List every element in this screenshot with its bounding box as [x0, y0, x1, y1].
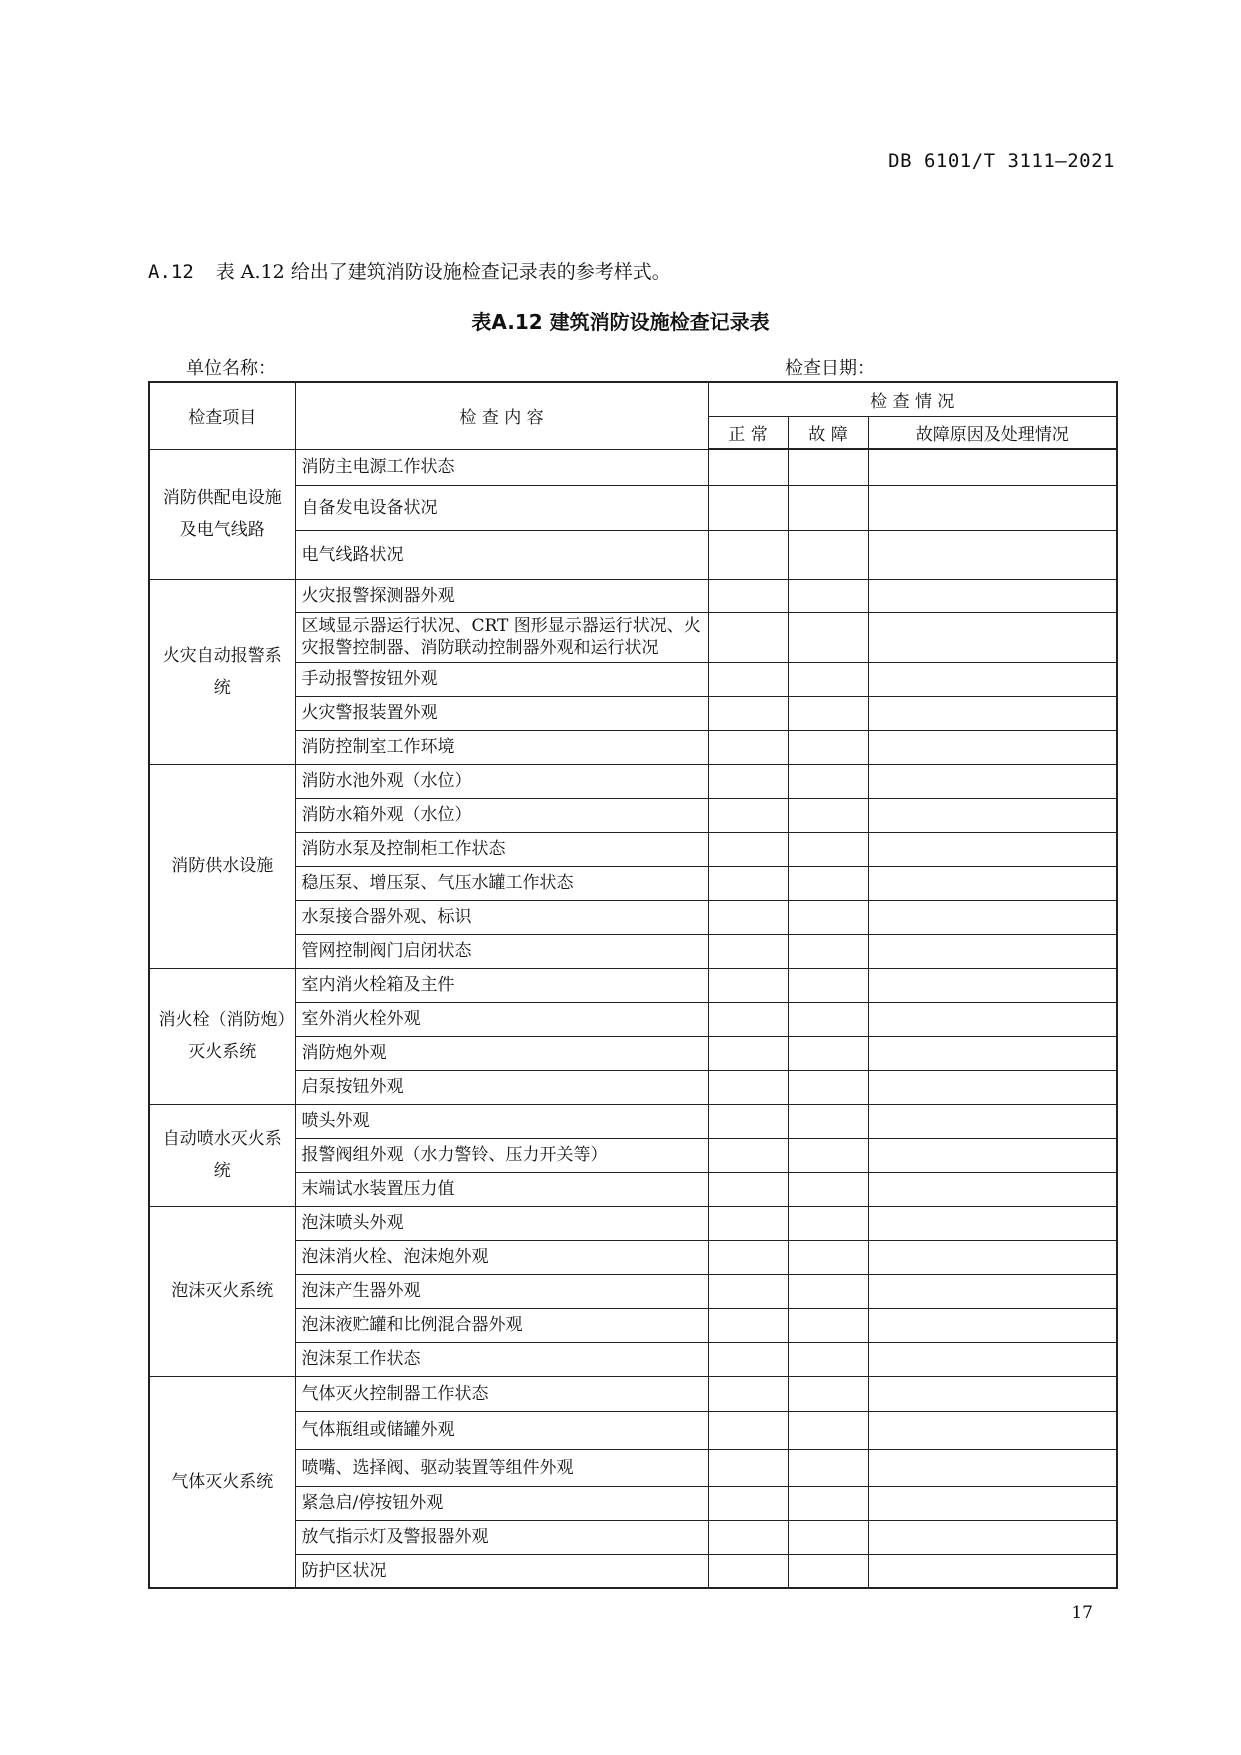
- reason-cell[interactable]: [868, 1206, 1117, 1240]
- reason-cell[interactable]: [868, 832, 1117, 866]
- inspection-content-cell: 消防炮外观: [295, 1036, 708, 1070]
- normal-check-cell[interactable]: [708, 1554, 788, 1588]
- category-cell: 气体灭火系统: [149, 1376, 295, 1588]
- normal-check-cell[interactable]: [708, 1342, 788, 1376]
- category-cell: 泡沫灭火系统: [149, 1206, 295, 1376]
- inspection-content-cell: 消防控制室工作环境: [295, 730, 708, 764]
- inspection-content-cell: 电气线路状况: [295, 530, 708, 579]
- fault-check-cell[interactable]: [788, 612, 868, 662]
- reason-cell[interactable]: [868, 1274, 1117, 1308]
- normal-check-cell[interactable]: [708, 1520, 788, 1554]
- fault-check-cell[interactable]: [788, 1376, 868, 1411]
- inspection-content-cell: 消防水箱外观（水位）: [295, 798, 708, 832]
- reason-cell[interactable]: [868, 1376, 1117, 1411]
- table-row: [149, 1486, 1117, 1520]
- inspection-content-cell: 火灾报警探测器外观: [295, 579, 708, 612]
- category-cell: 火灾自动报警系统: [149, 579, 295, 764]
- reason-cell[interactable]: [868, 1520, 1117, 1554]
- table-title: 表A.12 建筑消防设施检查记录表: [471, 310, 770, 334]
- reason-cell[interactable]: [868, 1449, 1117, 1486]
- normal-check-cell[interactable]: [708, 485, 788, 530]
- intro-text: 表 A.12 给出了建筑消防设施检查记录表的参考样式。: [215, 261, 671, 283]
- normal-check-cell[interactable]: [708, 1036, 788, 1070]
- normal-check-cell[interactable]: [708, 832, 788, 866]
- table-row: [149, 798, 1117, 832]
- fault-check-cell[interactable]: [788, 900, 868, 934]
- fault-check-cell[interactable]: [788, 662, 868, 696]
- fault-check-cell[interactable]: [788, 696, 868, 730]
- table-row: [149, 612, 1117, 662]
- fault-check-cell[interactable]: [788, 1308, 868, 1342]
- fault-check-cell[interactable]: [788, 1449, 868, 1486]
- normal-check-cell[interactable]: [708, 968, 788, 1002]
- table-row: [149, 1138, 1117, 1172]
- reason-cell[interactable]: [868, 866, 1117, 900]
- normal-check-cell[interactable]: [708, 1274, 788, 1308]
- normal-check-cell[interactable]: [708, 1172, 788, 1206]
- normal-check-cell[interactable]: [708, 1449, 788, 1486]
- inspection-content-cell: 室内消火栓箱及主件: [295, 968, 708, 1002]
- inspection-content-cell: 泡沫产生器外观: [295, 1274, 708, 1308]
- table-row: [149, 1411, 1117, 1449]
- inspection-content-cell: 管网控制阀门启闭状态: [295, 934, 708, 968]
- normal-check-cell[interactable]: [708, 900, 788, 934]
- reason-cell[interactable]: [868, 1554, 1117, 1588]
- table-row: [149, 1172, 1117, 1206]
- inspection-content-cell: 水泵接合器外观、标识: [295, 900, 708, 934]
- inspection-content-cell: 启泵按钮外观: [295, 1070, 708, 1104]
- header-reason: 故障原因及处理情况: [868, 416, 1117, 449]
- fault-check-cell[interactable]: [788, 1070, 868, 1104]
- reason-cell[interactable]: [868, 1411, 1117, 1449]
- fault-check-cell[interactable]: [788, 1002, 868, 1036]
- reason-cell[interactable]: [868, 764, 1117, 798]
- normal-check-cell[interactable]: [708, 1240, 788, 1274]
- fault-check-cell[interactable]: [788, 764, 868, 798]
- table-body: [149, 449, 1117, 1588]
- table-row: [149, 579, 1117, 612]
- reason-cell[interactable]: [868, 730, 1117, 764]
- normal-check-cell[interactable]: [708, 1104, 788, 1138]
- table-row: [149, 1520, 1117, 1554]
- fault-check-cell[interactable]: [788, 934, 868, 968]
- inspection-content-cell: 紧急启/停按钮外观: [295, 1486, 708, 1520]
- table-row: [149, 1554, 1117, 1588]
- fault-check-cell[interactable]: [788, 1486, 868, 1520]
- normal-check-cell[interactable]: [708, 1002, 788, 1036]
- reason-cell[interactable]: [868, 696, 1117, 730]
- table-row: [149, 1240, 1117, 1274]
- reason-cell[interactable]: [868, 1342, 1117, 1376]
- normal-check-cell[interactable]: [708, 1411, 788, 1449]
- table-row: [149, 1376, 1117, 1411]
- table-row: [149, 1104, 1117, 1138]
- fault-check-cell[interactable]: [788, 449, 868, 485]
- clause-number: A.12: [148, 261, 194, 283]
- intro-paragraph: [148, 257, 671, 284]
- reason-cell[interactable]: [868, 662, 1117, 696]
- page-number: 17: [1071, 1603, 1093, 1623]
- header-fault: 故 障: [788, 416, 868, 449]
- normal-check-cell[interactable]: [708, 1206, 788, 1240]
- fault-check-cell[interactable]: [788, 485, 868, 530]
- reason-cell[interactable]: [868, 1240, 1117, 1274]
- fault-check-cell[interactable]: [788, 866, 868, 900]
- fault-check-cell[interactable]: [788, 1206, 868, 1240]
- reason-cell[interactable]: [868, 579, 1117, 612]
- fault-check-cell[interactable]: [788, 1411, 868, 1449]
- reason-cell[interactable]: [868, 530, 1117, 579]
- table-row: [149, 696, 1117, 730]
- fault-check-cell[interactable]: [788, 579, 868, 612]
- normal-check-cell[interactable]: [708, 696, 788, 730]
- reason-cell[interactable]: [868, 934, 1117, 968]
- reason-cell[interactable]: [868, 1002, 1117, 1036]
- inspection-content-cell: 放气指示灯及警报器外观: [295, 1520, 708, 1554]
- table-row: [149, 1342, 1117, 1376]
- normal-check-cell[interactable]: [708, 449, 788, 485]
- document-code: DB 6101/T 3111—2021: [888, 150, 1115, 172]
- reason-cell[interactable]: [868, 1138, 1117, 1172]
- normal-check-cell[interactable]: [708, 1308, 788, 1342]
- table-row: [149, 934, 1117, 968]
- inspection-content-cell: 手动报警按钮外观: [295, 662, 708, 696]
- table-row: [149, 866, 1117, 900]
- inspection-content-cell: 自备发电设备状况: [295, 485, 708, 530]
- normal-check-cell[interactable]: [708, 1138, 788, 1172]
- inspection-date-label: 检查日期：: [785, 358, 875, 379]
- table-row: [149, 1274, 1117, 1308]
- normal-check-cell[interactable]: [708, 764, 788, 798]
- inspection-content-cell: 稳压泵、增压泵、气压水罐工作状态: [295, 866, 708, 900]
- reason-cell[interactable]: [868, 1070, 1117, 1104]
- reason-cell[interactable]: [868, 1104, 1117, 1138]
- reason-cell[interactable]: [868, 1172, 1117, 1206]
- inspection-content-cell: 喷嘴、选择阀、驱动装置等组件外观: [295, 1449, 708, 1486]
- normal-check-cell[interactable]: [708, 934, 788, 968]
- reason-cell[interactable]: [868, 968, 1117, 1002]
- reason-cell[interactable]: [868, 1486, 1117, 1520]
- table-row: [149, 1308, 1117, 1342]
- category-cell: 消防供配电设施及电气线路: [149, 449, 295, 579]
- normal-check-cell[interactable]: [708, 1486, 788, 1520]
- inspection-content-cell: 消防水泵及控制柜工作状态: [295, 832, 708, 866]
- reason-cell[interactable]: [868, 612, 1117, 662]
- table-row: [149, 449, 1117, 485]
- inspection-content-cell: 火灾警报装置外观: [295, 696, 708, 730]
- fault-check-cell[interactable]: [788, 1036, 868, 1070]
- fault-check-cell[interactable]: [788, 1274, 868, 1308]
- fault-check-cell[interactable]: [788, 968, 868, 1002]
- fault-check-cell[interactable]: [788, 1240, 868, 1274]
- reason-cell[interactable]: [868, 449, 1117, 485]
- fault-check-cell[interactable]: [788, 1342, 868, 1376]
- table-row: [149, 1036, 1117, 1070]
- fault-check-cell[interactable]: [788, 530, 868, 579]
- inspection-content-cell: 消防主电源工作状态: [295, 449, 708, 485]
- inspection-content-cell: 室外消火栓外观: [295, 1002, 708, 1036]
- table-row: [149, 900, 1117, 934]
- header-content: 检 查 内 容: [295, 382, 708, 449]
- inspection-content-cell: 泡沫液贮罐和比例混合器外观: [295, 1308, 708, 1342]
- inspection-record-table: [148, 381, 1118, 1589]
- normal-check-cell[interactable]: [708, 730, 788, 764]
- reason-cell[interactable]: [868, 1308, 1117, 1342]
- table-row: [149, 832, 1117, 866]
- normal-check-cell[interactable]: [708, 1070, 788, 1104]
- inspection-content-cell: 区域显示器运行状况、CRT 图形显示器运行状况、火灾报警控制器、消防联动控制器外观和运行状况: [295, 612, 708, 662]
- fault-check-cell[interactable]: [788, 1138, 868, 1172]
- inspection-content-cell: 报警阀组外观（水力警铃、压力开关等）: [295, 1138, 708, 1172]
- table-row: [149, 485, 1117, 530]
- table-row: [149, 1070, 1117, 1104]
- inspection-content-cell: 气体灭火控制器工作状态: [295, 1376, 708, 1411]
- header-item: 检查项目: [149, 382, 295, 449]
- fault-check-cell[interactable]: [788, 1554, 868, 1588]
- normal-check-cell[interactable]: [708, 579, 788, 612]
- table-row: [149, 662, 1117, 696]
- table-row: [149, 1449, 1117, 1486]
- normal-check-cell[interactable]: [708, 612, 788, 662]
- normal-check-cell[interactable]: [708, 530, 788, 579]
- table-row: [149, 764, 1117, 798]
- table-row: [149, 530, 1117, 579]
- category-cell: 消防供水设施: [149, 764, 295, 968]
- inspection-content-cell: 末端试水装置压力值: [295, 1172, 708, 1206]
- inspection-content-cell: 泡沫喷头外观: [295, 1206, 708, 1240]
- normal-check-cell[interactable]: [708, 1376, 788, 1411]
- inspection-content-cell: 消防水池外观（水位）: [295, 764, 708, 798]
- category-cell: 自动喷水灭火系统: [149, 1104, 295, 1206]
- unit-name-label: 单位名称：: [186, 358, 276, 379]
- reason-cell[interactable]: [868, 900, 1117, 934]
- normal-check-cell[interactable]: [708, 866, 788, 900]
- fault-check-cell[interactable]: [788, 832, 868, 866]
- inspection-content-cell: 喷头外观: [295, 1104, 708, 1138]
- header-normal: 正 常: [708, 416, 788, 449]
- header-status: 检 查 情 况: [708, 382, 1117, 416]
- reason-cell[interactable]: [868, 1036, 1117, 1070]
- reason-cell[interactable]: [868, 485, 1117, 530]
- inspection-content-cell: 气体瓶组或储罐外观: [295, 1411, 708, 1449]
- inspection-content-cell: 泡沫消火栓、泡沫炮外观: [295, 1240, 708, 1274]
- table-row: [149, 968, 1117, 1002]
- fault-check-cell[interactable]: [788, 730, 868, 764]
- normal-check-cell[interactable]: [708, 662, 788, 696]
- table-row: [149, 1002, 1117, 1036]
- fault-check-cell[interactable]: [788, 1172, 868, 1206]
- fault-check-cell[interactable]: [788, 798, 868, 832]
- inspection-content-cell: 泡沫泵工作状态: [295, 1342, 708, 1376]
- table-row: [149, 730, 1117, 764]
- inspection-content-cell: 防护区状况: [295, 1554, 708, 1588]
- reason-cell[interactable]: [868, 798, 1117, 832]
- fault-check-cell[interactable]: [788, 1104, 868, 1138]
- category-cell: 消火栓（消防炮）灭火系统: [149, 968, 295, 1104]
- normal-check-cell[interactable]: [708, 798, 788, 832]
- table-row: [149, 1206, 1117, 1240]
- fault-check-cell[interactable]: [788, 1520, 868, 1554]
